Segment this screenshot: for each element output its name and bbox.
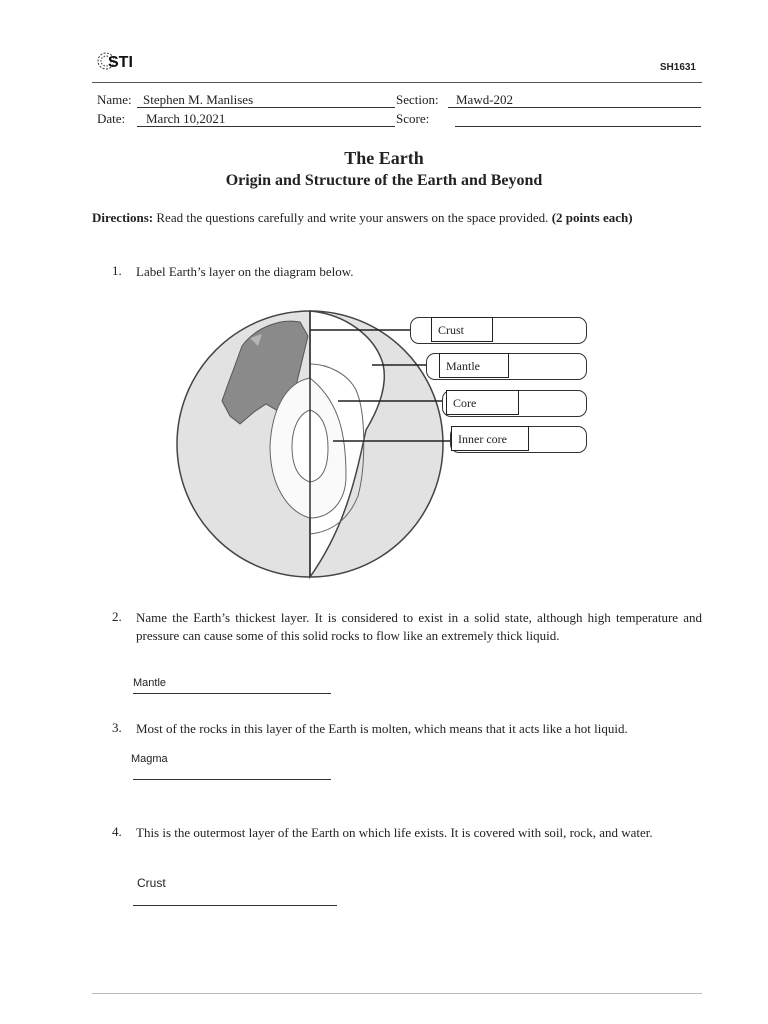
sti-logo [96,48,142,74]
page-title: The Earth [344,148,424,168]
question-3-number: 3. [112,720,122,735]
directions-label: Directions: [92,210,154,225]
question-1-text: Label Earth’s layer on the diagram below. [136,264,354,279]
directions-text: Read the questions carefully and write your answers on the space provided. [156,210,549,225]
section-underline [448,107,701,108]
name-underline [137,107,395,108]
name-value: Stephen M. Manlises [143,92,254,107]
question-2-number: 2. [112,609,122,624]
directions [92,209,702,227]
question-4-number: 4. [112,824,122,839]
page-subtitle: Origin and Structure of the Earth and Beyond [225,172,543,189]
date-value: March 10,2021 [146,111,226,126]
question-1-number: 1. [112,263,122,278]
question-4-answer-line [133,905,337,906]
name-label: Name: [97,92,132,107]
core-label: Core [446,390,519,415]
question-3-answer-line [133,779,331,780]
question-4-text: This is the outermost layer of the Earth on which life exists. It is covered with soil, rock, and water. [136,825,653,840]
section-value: Mawd-202 [456,92,514,107]
mantle-label: Mantle [439,353,509,378]
crust-label: Crust [431,317,493,342]
logo-text: STI [108,54,133,71]
section-label: Section: [396,92,439,107]
footer-rule [92,993,702,994]
directions-points: (2 points each) [551,210,633,225]
question-3-text: Most of the rocks in this layer of the Earth is molten, which means that it acts like a hot liquid. [136,721,628,736]
question-4-answer: Crust [137,876,166,890]
header-rule [92,82,702,83]
score-underline [455,126,701,127]
question-3-answer: Magma [131,753,168,765]
question-2-text: Name the Earth’s thickest layer. It is considered to exist in a solid state, although high temperature and pressure can cause some of this solid rocks to flow like an extremely thick liquid. [136,610,702,643]
score-label: Score: [396,111,430,126]
date-underline [137,126,395,127]
inner-core-label: Inner core [451,426,529,451]
date-label: Date: [97,111,126,126]
question-2-answer-line [133,693,331,694]
document-code: SH1631 [659,62,696,73]
question-2-answer: Mantle [133,677,167,689]
